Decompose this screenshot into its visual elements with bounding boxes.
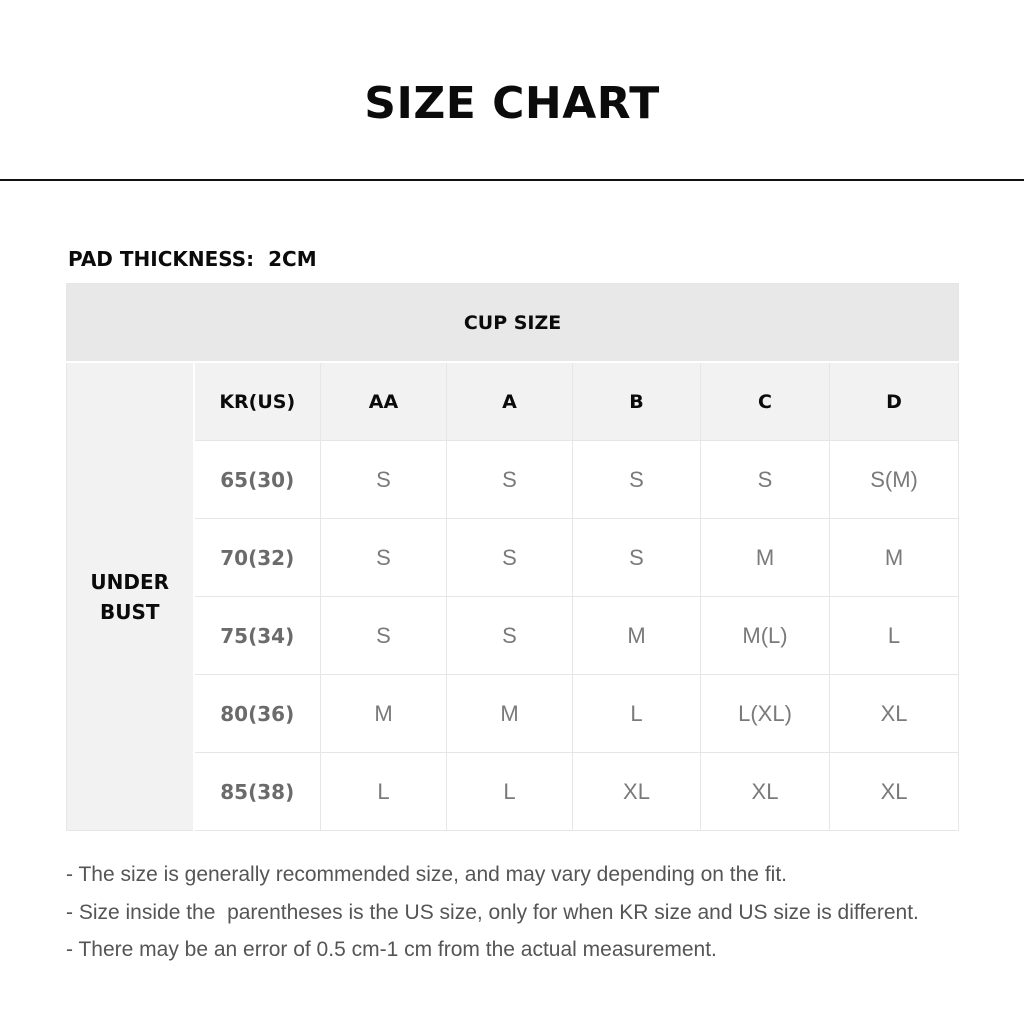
- column-header-row: [67, 362, 959, 441]
- column-header-kr-us: KR(US): [194, 362, 321, 441]
- cup-size-row: [67, 284, 959, 363]
- row-label: 85(38): [194, 753, 321, 831]
- size-cell: S: [447, 519, 573, 597]
- size-cell: XL: [830, 753, 959, 831]
- size-cell: L: [573, 675, 701, 753]
- size-cell: L(XL): [701, 675, 830, 753]
- size-cell: M: [830, 519, 959, 597]
- column-header-c: C: [701, 362, 830, 441]
- size-cell: S: [321, 441, 447, 519]
- size-cell: S(M): [830, 441, 959, 519]
- under-bust-line-1: UNDER: [90, 569, 170, 594]
- column-header-a: A: [447, 362, 573, 441]
- table-row: [67, 753, 959, 831]
- row-label: 80(36): [194, 675, 321, 753]
- size-cell: S: [447, 441, 573, 519]
- size-cell: M: [573, 597, 701, 675]
- table-row: [67, 675, 959, 753]
- size-cell: L: [447, 753, 573, 831]
- size-chart-table: [66, 283, 959, 831]
- column-header-b: B: [573, 362, 701, 441]
- table-row: [67, 519, 959, 597]
- column-header-aa: AA: [321, 362, 447, 441]
- size-cell: XL: [701, 753, 830, 831]
- size-cell: S: [701, 441, 830, 519]
- size-cell: XL: [830, 675, 959, 753]
- row-label: 70(32): [194, 519, 321, 597]
- size-cell: S: [447, 597, 573, 675]
- size-cell: M: [321, 675, 447, 753]
- size-cell: S: [321, 519, 447, 597]
- table-row: [67, 597, 959, 675]
- note-item: - There may be an error of 0.5 cm-1 cm from the actual measurement.: [66, 938, 717, 961]
- table-row: [67, 441, 959, 519]
- column-header-d: D: [830, 362, 959, 441]
- size-cell: XL: [573, 753, 701, 831]
- size-cell: L: [830, 597, 959, 675]
- size-cell: M(L): [701, 597, 830, 675]
- under-bust-label: [67, 362, 194, 831]
- page-title: SIZE CHART: [364, 78, 660, 129]
- note-item: - The size is generally recommended size, and may vary depending on the fit.: [66, 863, 787, 886]
- row-label: 75(34): [194, 597, 321, 675]
- size-cell: M: [701, 519, 830, 597]
- under-bust-line-2: BUST: [99, 599, 160, 624]
- size-cell: L: [321, 753, 447, 831]
- cup-size-header: CUP SIZE: [67, 284, 959, 363]
- header-divider: [0, 179, 1024, 181]
- pad-thickness-label: PAD THICKNESS: 2CM: [68, 247, 317, 271]
- size-cell: S: [573, 519, 701, 597]
- size-cell: S: [321, 597, 447, 675]
- row-label: 65(30): [194, 441, 321, 519]
- size-cell: M: [447, 675, 573, 753]
- notes-list: [66, 860, 919, 973]
- size-cell: S: [573, 441, 701, 519]
- note-item: - Size inside the parentheses is the US size, only for when KR size and US size is different.: [66, 900, 919, 924]
